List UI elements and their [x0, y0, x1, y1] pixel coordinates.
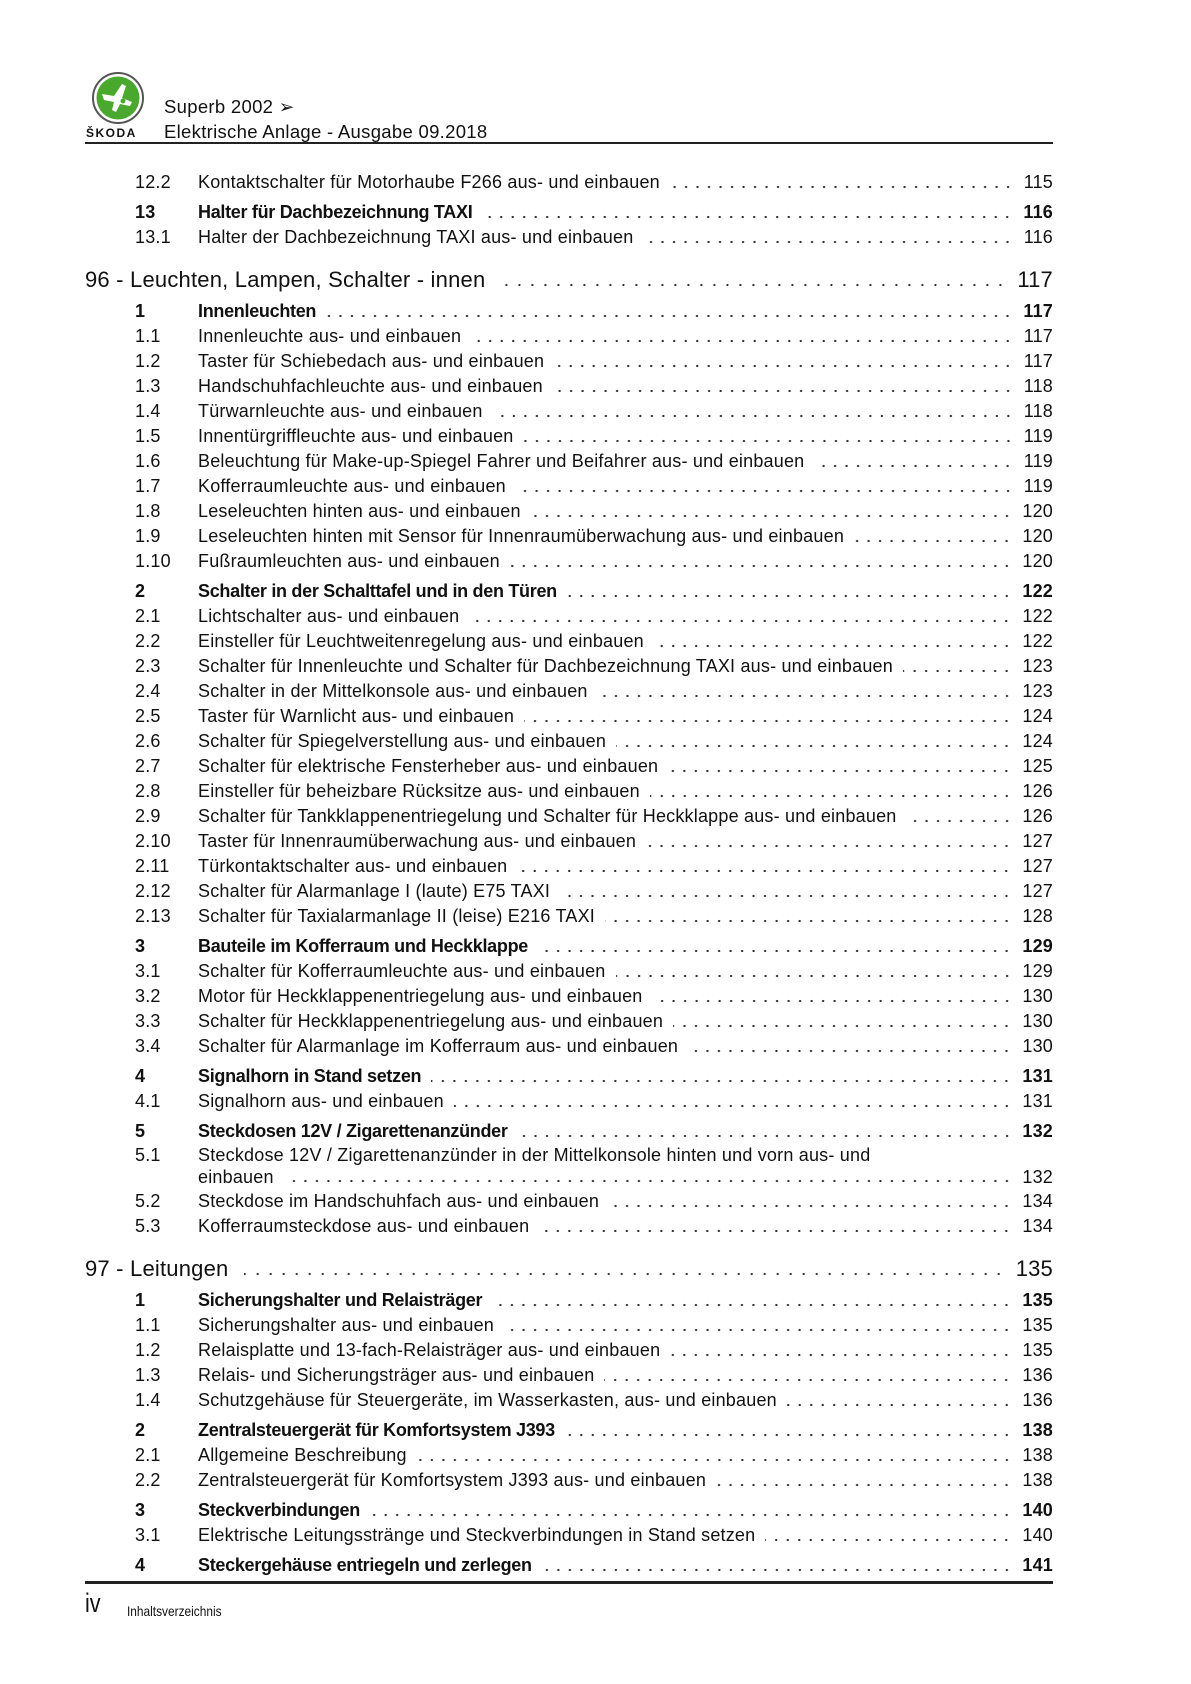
entry-page: 125 — [1022, 756, 1053, 776]
dot-leader — [598, 694, 1013, 698]
toc-entry-item[interactable] — [85, 779, 1053, 804]
toc-entry-item[interactable] — [85, 324, 1053, 349]
document-title: Superb 2002 ➢ — [164, 96, 295, 117]
entry-page: 129 — [1022, 961, 1053, 981]
entry-number: 5.1 — [135, 1144, 161, 1165]
dot-leader — [650, 794, 1013, 798]
entry-title: Allgemeine Beschreibung — [198, 1445, 407, 1465]
entry-title: Schalter für Alarmanlage I (laute) E75 TAXI — [198, 881, 551, 901]
entry-page: 132 — [1022, 1121, 1053, 1141]
toc-entry-item[interactable] — [85, 349, 1053, 374]
dot-leader — [814, 464, 1013, 468]
toc-entry-item[interactable] — [85, 474, 1053, 499]
entry-title: Schalter in der Mittelkonsole aus- und einbauen — [198, 681, 588, 701]
dot-leader — [517, 869, 1012, 873]
toc-entry-item[interactable] — [85, 549, 1053, 574]
dot-leader — [370, 1513, 1012, 1517]
entry-number: 1.5 — [135, 426, 161, 446]
toc-entry-item[interactable] — [85, 170, 1053, 195]
entry-number: 3.3 — [135, 1011, 161, 1031]
entry-page: 127 — [1022, 856, 1053, 876]
entry-title: Zentralsteuergerät für Komfortsystem J393 aus- und einbauen — [198, 1470, 707, 1490]
entry-title: Steckergehäuse entriegeln und zerlegen — [198, 1555, 532, 1575]
entry-page: 115 — [1023, 172, 1053, 192]
dot-leader — [284, 1179, 1013, 1183]
entry-number: 2.9 — [135, 806, 161, 826]
entry-title: Handschuhfachleuchte aus- und einbauen — [198, 376, 543, 396]
dot-leader — [493, 414, 1014, 418]
entry-number: 13 — [135, 202, 156, 222]
toc-entry-item[interactable] — [85, 1034, 1053, 1059]
skoda-logo-icon — [92, 72, 144, 124]
dot-leader — [510, 564, 1013, 568]
entry-page: 135 — [1015, 1255, 1053, 1281]
entry-page: 127 — [1022, 831, 1053, 851]
dot-leader — [326, 314, 1013, 318]
entry-page: 117 — [1023, 301, 1053, 321]
footer-label: Inhaltsverzeichnis — [127, 1603, 222, 1619]
dot-leader — [670, 1353, 1012, 1357]
dot-leader — [787, 1403, 1012, 1407]
toc-entry-item[interactable] — [85, 1363, 1053, 1388]
entry-page: 140 — [1022, 1500, 1053, 1520]
entry-page: 136 — [1022, 1365, 1053, 1385]
dot-leader — [668, 769, 1012, 773]
entry-page: 120 — [1022, 551, 1053, 571]
entry-page: 135 — [1022, 1340, 1053, 1360]
entry-number: 2.8 — [135, 781, 161, 801]
entry-page: 140 — [1022, 1525, 1053, 1545]
entry-number: 2.10 — [135, 831, 171, 851]
entry-title: Einsteller für Leuchtweitenregelung aus- und einbauen — [198, 631, 644, 651]
dot-leader — [482, 215, 1013, 219]
entry-page: 124 — [1022, 706, 1053, 726]
entry-number: 4 — [135, 1555, 146, 1575]
toc-entry-section[interactable] — [85, 200, 1053, 225]
toc-entry-section[interactable] — [85, 1064, 1053, 1089]
dot-leader — [431, 1079, 1012, 1083]
entry-number: 2.1 — [135, 606, 161, 626]
toc-entry-item[interactable] — [85, 959, 1053, 984]
entry-title: Halter für Dachbezeichnung TAXI — [198, 202, 473, 222]
entry-title: 97 - Leitungen — [85, 1255, 229, 1281]
dot-leader — [567, 594, 1013, 598]
entry-number: 2.6 — [135, 731, 161, 751]
entry-number: 2 — [135, 581, 146, 601]
entry-title: Schalter für Heckklappenentriegelung aus- und einbauen — [198, 1011, 664, 1031]
dot-leader — [553, 389, 1014, 393]
entry-page: 135 — [1022, 1290, 1053, 1310]
entry-number: 3.1 — [135, 961, 161, 981]
entry-number: 1.3 — [135, 376, 161, 396]
toc-entry-section[interactable] — [85, 934, 1053, 959]
entry-title: Steckdosen 12V / Zigarettenanzünder — [198, 1121, 508, 1141]
entry-title: Schalter für Spiegelverstellung aus- und einbauen — [198, 731, 607, 751]
entry-title: 96 - Leuchten, Lampen, Schalter - innen — [85, 266, 486, 292]
dot-leader — [673, 1024, 1012, 1028]
dot-leader — [616, 744, 1012, 748]
entry-title: Leseleuchten hinten aus- und einbauen — [198, 501, 521, 521]
entry-page: 135 — [1022, 1315, 1053, 1335]
entry-page: 131 — [1022, 1066, 1053, 1086]
dot-leader — [609, 1204, 1012, 1208]
entry-number: 13.1 — [135, 227, 171, 247]
toc-entry-item[interactable] — [85, 984, 1053, 1009]
entry-page: 136 — [1022, 1390, 1053, 1410]
toc-entry-line — [85, 1144, 1053, 1166]
dot-leader — [670, 185, 1014, 189]
entry-page: 120 — [1022, 501, 1053, 521]
entry-number: 1 — [135, 301, 146, 321]
entry-number: 1.3 — [135, 1365, 161, 1385]
entry-title: Schalter für Tankklappenentriegelung und Schalter für Heckklappe aus- und einbauen — [198, 806, 897, 826]
entry-page: 117 — [1023, 351, 1053, 371]
entry-number: 1.4 — [135, 401, 161, 421]
entry-page: 130 — [1022, 986, 1053, 1006]
dot-leader — [907, 819, 1013, 823]
entry-number: 1.7 — [135, 476, 161, 496]
toc-entry-chapter[interactable] — [85, 1254, 1053, 1283]
dot-leader — [560, 894, 1012, 898]
entry-number: 3 — [135, 936, 146, 956]
toc-entry-item[interactable] — [85, 1189, 1053, 1214]
dot-leader — [531, 514, 1013, 518]
toc-entry-section[interactable] — [85, 1553, 1053, 1578]
entry-title: Sicherungshalter und Relaisträger — [198, 1290, 483, 1310]
entry-page: 138 — [1022, 1470, 1053, 1490]
entry-number: 1.1 — [135, 1315, 161, 1335]
entry-title: Steckdose 12V / Zigarettenanzünder in der Mittelkonsole hinten und vorn aus- und — [198, 1144, 871, 1165]
entry-number: 5.3 — [135, 1216, 161, 1236]
entry-title: Türwarnleuchte aus- und einbauen — [198, 401, 483, 421]
toc-entry-item[interactable] — [85, 654, 1053, 679]
entry-title: Innenleuchten — [198, 301, 317, 321]
dot-leader — [417, 1458, 1013, 1462]
entry-title: Elektrische Leitungsstränge und Steckverbindungen in Stand setzen — [198, 1525, 756, 1545]
dot-leader — [604, 1378, 1012, 1382]
entry-number: 2.11 — [135, 856, 170, 876]
dot-leader — [616, 974, 1013, 978]
dot-leader — [653, 999, 1013, 1003]
toc-entry-line — [85, 1166, 1053, 1189]
entry-title: Kofferraumsteckdose aus- und einbauen — [198, 1216, 530, 1236]
toc-entry-item[interactable] — [85, 754, 1053, 779]
entry-title: Türkontaktschalter aus- und einbauen — [198, 856, 508, 876]
entry-number: 2.4 — [135, 681, 161, 701]
toc-entry-chapter[interactable] — [85, 265, 1053, 294]
dot-leader — [716, 1483, 1012, 1487]
entry-number: 2.7 — [135, 756, 161, 776]
entry-number: 1.10 — [135, 551, 171, 571]
toc-entry-item[interactable] — [85, 499, 1053, 524]
entry-title: Beleuchtung für Make-up-Spiegel Fahrer und Beifahrer aus- und einbauen — [198, 451, 805, 471]
dot-leader — [539, 1229, 1012, 1233]
entry-page: 117 — [1023, 326, 1053, 346]
toc-entry-item[interactable] — [85, 629, 1053, 654]
entry-title: Leseleuchten hinten mit Sensor für Innenraumüberwachung aus- und einbauen — [198, 526, 845, 546]
toc-entry-item[interactable] — [85, 374, 1053, 399]
entry-page: 124 — [1022, 731, 1053, 751]
entry-number: 2.13 — [135, 906, 171, 926]
entry-page: 118 — [1023, 401, 1053, 421]
entry-title: Innentürgriffleuchte aus- und einbauen — [198, 426, 514, 446]
toc-entry-item[interactable] — [85, 524, 1053, 549]
toc-entry-item[interactable] — [85, 804, 1053, 829]
entry-title: Schalter für Taxialarmanlage II (leise) E216 TAXI — [198, 906, 595, 926]
entry-title: Steckdose im Handschuhfach aus- und einbauen — [198, 1191, 600, 1211]
entry-page: 116 — [1023, 227, 1053, 247]
dot-leader — [516, 489, 1014, 493]
toc-entry-item[interactable] — [85, 1089, 1053, 1114]
entry-number: 3.2 — [135, 986, 161, 1006]
entry-page: 129 — [1022, 936, 1053, 956]
entry-page: 119 — [1023, 476, 1053, 496]
entry-title: Fußraumleuchten aus- und einbauen — [198, 551, 500, 571]
entry-title: Signalhorn in Stand setzen — [198, 1066, 422, 1086]
toc-entry-section[interactable] — [85, 579, 1053, 604]
dot-leader — [524, 439, 1014, 443]
toc-entry-item[interactable] — [85, 399, 1053, 424]
entry-number: 1.2 — [135, 1340, 161, 1360]
toc-entry-item[interactable] — [85, 1443, 1053, 1468]
toc-entry-item[interactable] — [85, 225, 1053, 250]
dot-leader — [518, 1134, 1013, 1138]
entry-number: 1.9 — [135, 526, 161, 546]
entry-title: Schalter für elektrische Fensterheber aus- und einbauen — [198, 756, 659, 776]
entry-title: Relaisplatte und 13-fach-Relaisträger aus- und einbauen — [198, 1340, 661, 1360]
entry-title: Motor für Heckklappenentriegelung aus- und einbauen — [198, 986, 643, 1006]
entry-number: 2.2 — [135, 1470, 161, 1490]
entry-page: 130 — [1022, 1036, 1053, 1056]
dot-leader — [469, 619, 1012, 623]
toc-entry-item[interactable] — [85, 1388, 1053, 1413]
entry-title: Schalter in der Schalttafel und in den Türen — [198, 581, 557, 601]
entry-title-continued: einbauen — [198, 1167, 274, 1187]
toc-entry-item[interactable] — [85, 1523, 1053, 1548]
entry-page: 138 — [1022, 1420, 1053, 1440]
entry-number: 1 — [135, 1290, 146, 1310]
dot-leader — [854, 539, 1012, 543]
toc-entry-item[interactable] — [85, 424, 1053, 449]
entry-number: 4 — [135, 1066, 146, 1086]
entry-page: 134 — [1022, 1216, 1053, 1236]
toc-entry-item[interactable] — [85, 1338, 1053, 1363]
toc-entry-item[interactable] — [85, 704, 1053, 729]
toc-entry-item[interactable] — [85, 1214, 1053, 1239]
entry-title: Lichtschalter aus- und einbauen — [198, 606, 460, 626]
toc-entry-section[interactable] — [85, 299, 1053, 324]
table-of-contents — [85, 170, 1053, 1578]
dot-leader — [492, 1303, 1012, 1307]
entry-title: Sicherungshalter aus- und einbauen — [198, 1315, 495, 1335]
entry-title: Steckverbindungen — [198, 1500, 360, 1520]
entry-number: 5 — [135, 1121, 146, 1141]
toc-entry-item[interactable] — [85, 1009, 1053, 1034]
header-divider — [85, 142, 1053, 144]
dot-leader — [244, 1272, 1005, 1276]
entry-page: 123 — [1022, 681, 1053, 701]
entry-title: Schalter für Innenleuchte und Schalter für Dachbezeichnung TAXI aus- und einbauen — [198, 656, 893, 676]
entry-title: Bauteile im Kofferraum und Heckklappe — [198, 936, 528, 956]
entry-number: 1.4 — [135, 1390, 161, 1410]
footer-divider — [85, 1581, 1053, 1584]
entry-page: 131 — [1022, 1091, 1053, 1111]
toc-entry-item[interactable] — [85, 1468, 1053, 1493]
entry-page: 118 — [1023, 376, 1053, 396]
entry-title: Kontaktschalter für Motorhaube F266 aus- und einbauen — [198, 172, 660, 192]
entry-page: 122 — [1022, 581, 1053, 601]
entry-title: Zentralsteuergerät für Komfortsystem J393 — [198, 1420, 555, 1440]
entry-title: Taster für Warnlicht aus- und einbauen — [198, 706, 515, 726]
entry-number: 2.12 — [135, 881, 171, 901]
entry-number: 2.1 — [135, 1445, 161, 1465]
entry-number: 1.2 — [135, 351, 161, 371]
entry-title: Taster für Innenraumüberwachung aus- und einbauen — [198, 831, 637, 851]
entry-number: 1.1 — [135, 326, 161, 346]
toc-entry-section[interactable] — [85, 1288, 1053, 1313]
dot-leader — [524, 719, 1012, 723]
dot-leader — [471, 339, 1013, 343]
entry-title: Kofferraumleuchte aus- und einbauen — [198, 476, 506, 496]
entry-title: Schalter für Alarmanlage im Kofferraum aus- und einbauen — [198, 1036, 679, 1056]
entry-title: Schalter für Kofferraumleuchte aus- und einbauen — [198, 961, 606, 981]
toc-entry-item[interactable] — [85, 679, 1053, 704]
toc-entry-item[interactable] — [85, 879, 1053, 904]
dot-leader — [554, 364, 1013, 368]
entry-page: 128 — [1022, 906, 1053, 926]
dot-leader — [501, 283, 1007, 287]
entry-page: 138 — [1022, 1445, 1053, 1465]
entry-page: 130 — [1022, 1011, 1053, 1031]
toc-entry-section[interactable] — [85, 1418, 1053, 1443]
entry-page: 123 — [1022, 656, 1053, 676]
entry-page: 134 — [1022, 1191, 1053, 1211]
dot-leader — [504, 1328, 1012, 1332]
dot-leader — [454, 1104, 1013, 1108]
entry-number: 5.2 — [135, 1191, 161, 1211]
toc-entry-item[interactable] — [85, 904, 1053, 929]
entry-number: 2 — [135, 1420, 146, 1440]
entry-page: 122 — [1022, 631, 1053, 651]
entry-page: 132 — [1022, 1167, 1053, 1187]
toc-entry-item[interactable] — [85, 1313, 1053, 1338]
dot-leader — [765, 1538, 1012, 1542]
entry-number: 4.1 — [135, 1091, 161, 1111]
entry-title: Halter der Dachbezeichnung TAXI aus- und einbauen — [198, 227, 634, 247]
dot-leader — [542, 1568, 1013, 1572]
entry-page: 126 — [1022, 781, 1053, 801]
entry-number: 3 — [135, 1500, 146, 1520]
toc-entry-section[interactable] — [85, 1119, 1053, 1144]
dot-leader — [565, 1433, 1013, 1437]
entry-number: 12.2 — [135, 172, 171, 192]
entry-page: 127 — [1022, 881, 1053, 901]
toc-entry-item[interactable] — [85, 854, 1053, 879]
dot-leader — [538, 949, 1012, 953]
entry-page: 126 — [1022, 806, 1053, 826]
entry-title: Schutzgehäuse für Steuergeräte, im Wasserkasten, aus- und einbauen — [198, 1390, 777, 1410]
entry-title: Relais- und Sicherungsträger aus- und einbauen — [198, 1365, 595, 1385]
entry-page: 141 — [1022, 1555, 1053, 1575]
entry-number: 2.2 — [135, 631, 161, 651]
entry-number: 1.6 — [135, 451, 161, 471]
entry-number: 1.8 — [135, 501, 161, 521]
toc-entry-item[interactable] — [85, 604, 1053, 629]
entry-number: 2.5 — [135, 706, 161, 726]
dot-leader — [605, 919, 1012, 923]
entry-title: Innenleuchte aus- und einbauen — [198, 326, 462, 346]
toc-entry-item[interactable] — [85, 729, 1053, 754]
entry-page: 120 — [1022, 526, 1053, 546]
entry-title: Taster für Schiebedach aus- und einbauen — [198, 351, 545, 371]
brand-wordmark: ŠKODA — [86, 126, 137, 140]
dot-leader — [643, 240, 1013, 244]
toc-entry-multi[interactable] — [85, 1144, 1053, 1189]
entry-page: 117 — [1017, 266, 1053, 292]
entry-page: 119 — [1023, 426, 1053, 446]
entry-page: 116 — [1023, 202, 1053, 222]
entry-page: 119 — [1023, 451, 1053, 471]
entry-number: 3.4 — [135, 1036, 161, 1056]
entry-number: 3.1 — [135, 1525, 161, 1545]
entry-number: 2.3 — [135, 656, 161, 676]
dot-leader — [688, 1049, 1012, 1053]
dot-leader — [654, 644, 1012, 648]
toc-entry-item[interactable] — [85, 829, 1053, 854]
entry-title: Einsteller für beheizbare Rücksitze aus- und einbauen — [198, 781, 640, 801]
dot-leader — [903, 669, 1012, 673]
entry-title: Signalhorn aus- und einbauen — [198, 1091, 444, 1111]
toc-entry-section[interactable] — [85, 1498, 1053, 1523]
entry-page: 122 — [1022, 606, 1053, 626]
document-subtitle: Elektrische Anlage - Ausgabe 09.2018 — [164, 121, 488, 142]
page-number: iv — [85, 1588, 101, 1618]
dot-leader — [646, 844, 1012, 848]
toc-entry-item[interactable] — [85, 449, 1053, 474]
